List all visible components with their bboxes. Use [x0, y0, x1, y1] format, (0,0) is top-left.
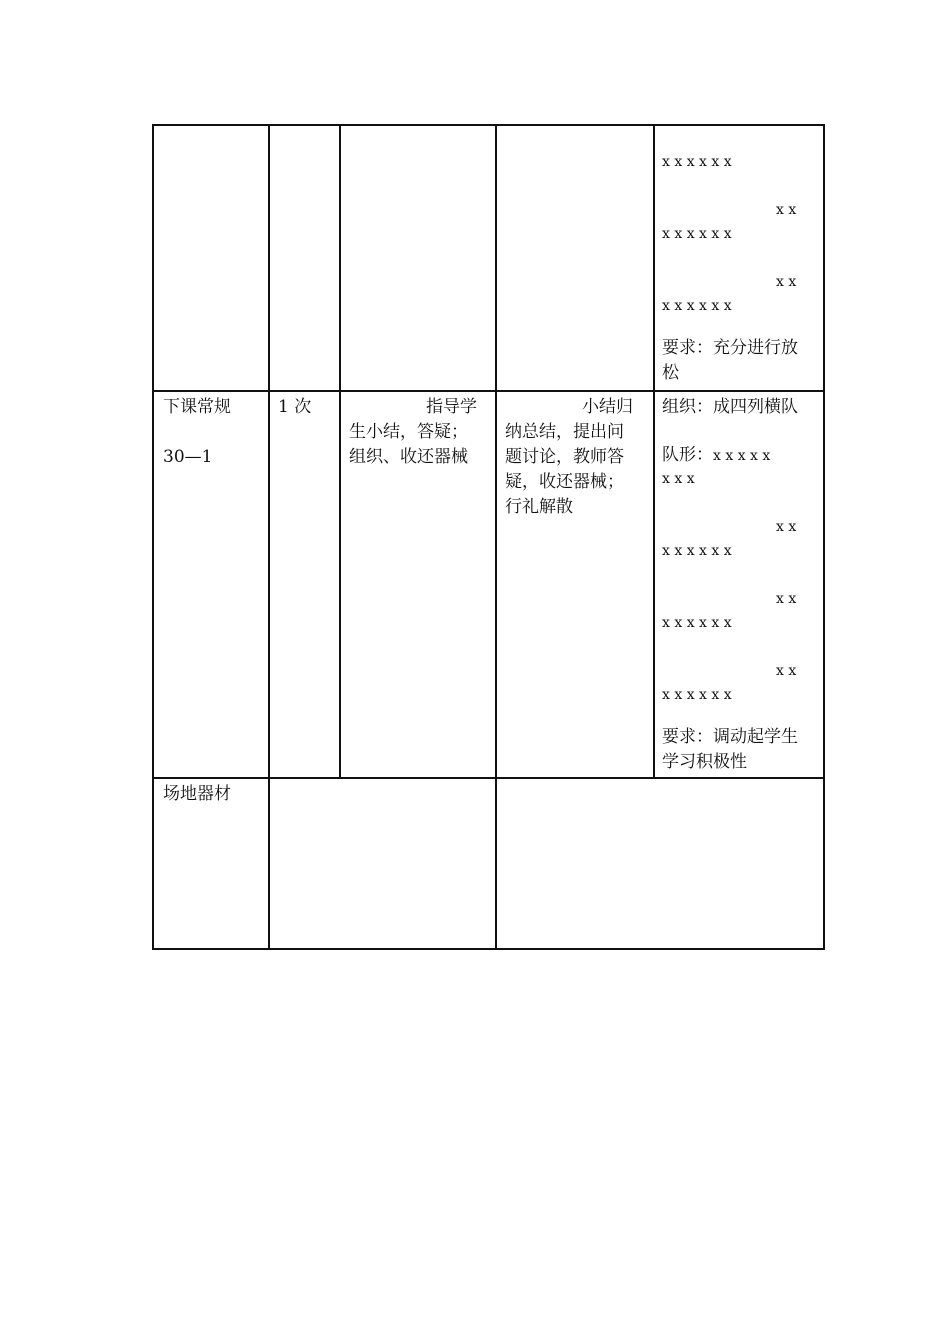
content-title: 下课常规: [163, 397, 231, 417]
student-activity: 指导学: [426, 397, 477, 417]
row2-teacher-cell: [505, 395, 650, 520]
requirement-text: 要求：充分进行放: [662, 338, 798, 358]
formation-row: x x x x x x: [662, 226, 732, 242]
teacher-activity: 纳总结，提出问: [505, 422, 624, 442]
student-activity: 生小结，答疑；: [349, 422, 468, 442]
formation-row: x x: [776, 663, 797, 679]
row2-organization-cell: [662, 395, 822, 775]
col-divider-3: [495, 126, 497, 948]
formation-row: x x x x x x: [662, 298, 732, 314]
formation-row: x x: [776, 274, 797, 290]
col-divider-4: [653, 126, 655, 777]
row2-content-cell: [163, 395, 263, 470]
lesson-plan-table: [152, 124, 825, 950]
formation-row: x x: [776, 519, 797, 535]
content-time: 30—1: [163, 447, 213, 467]
teacher-activity: 行礼解散: [505, 497, 573, 517]
formation-row: x x: [776, 202, 797, 218]
organization-text: 组织：成四列横队: [662, 397, 798, 417]
formation-label: 队形：: [662, 445, 713, 465]
venue-equipment-label: 场地器材: [163, 784, 231, 804]
teacher-activity: 题讨论，教师答: [505, 447, 624, 467]
count-text: 1 次: [278, 397, 312, 417]
row2-student-cell: [349, 395, 489, 470]
row-divider-2: [154, 777, 823, 779]
formation-row: x x x x x: [713, 448, 771, 464]
requirement-text: 学习积极性: [662, 752, 747, 772]
teacher-activity: 小结归: [582, 397, 633, 417]
row1-organization-cell: [662, 150, 822, 386]
formation-label-line: [662, 443, 822, 467]
formation-row: x x x x x x: [662, 687, 732, 703]
row3-label-cell: [163, 782, 263, 807]
formation-row: x x x: [662, 471, 695, 487]
requirement-text: 松: [662, 363, 679, 383]
formation-row: x x: [776, 591, 797, 607]
row2-count-cell: [278, 395, 338, 420]
formation-row: x x x x x x: [662, 615, 732, 631]
student-activity: 组织、收还器械: [349, 447, 468, 467]
teacher-activity: 疑，收还器械；: [505, 472, 624, 492]
formation-row: x x x x x x: [662, 543, 732, 559]
formation-row: x x x x x x: [662, 154, 732, 170]
row-divider-1: [154, 390, 823, 392]
requirement-text: 要求：调动起学生: [662, 727, 798, 747]
col-divider-2: [339, 126, 341, 777]
col-divider-1: [268, 126, 270, 948]
